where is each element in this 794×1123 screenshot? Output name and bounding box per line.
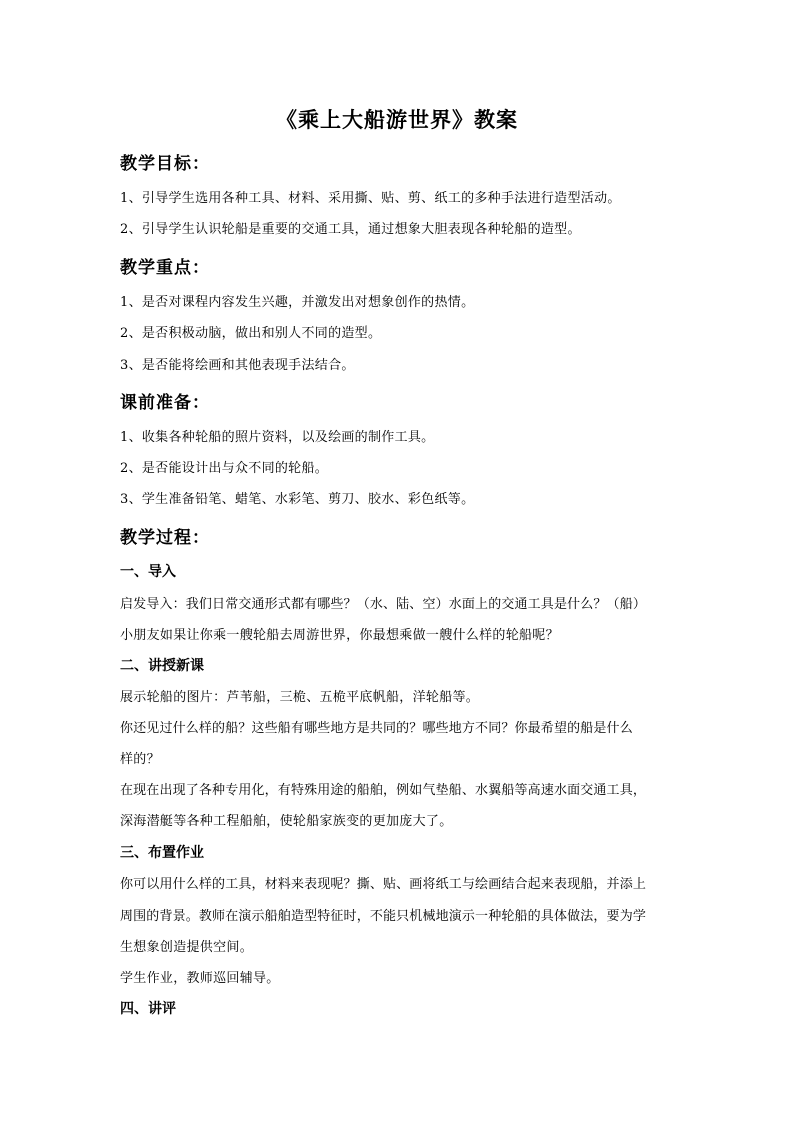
- key-points-item: 1、是否对课程内容发生兴趣，并激发出对想象创作的热情。: [120, 295, 475, 310]
- key-points-heading: 教学重点：: [120, 258, 210, 278]
- process-line: 启发导入：我们日常交通形式都有哪些？（水、陆、空）水面上的交通工具是什么？（船）: [120, 597, 647, 612]
- process-part-heading: 三、布置作业: [120, 845, 204, 861]
- document-title: 《乘上大船游世界》教案: [276, 107, 518, 132]
- process-part-heading: 二、讲授新课: [120, 658, 204, 674]
- key-points-item: 2、是否积极动脑，做出和别人不同的造型。: [120, 326, 382, 341]
- process-line: 深海潜艇等各种工程船舶，使轮船家族变的更加庞大了。: [120, 814, 453, 829]
- objectives-item: 1、引导学生选用各种工具、材料、采用撕、贴、剪、纸工的多种手法进行造型活动。: [120, 191, 621, 206]
- key-points-item: 3、是否能将绘画和其他表现手法结合。: [120, 358, 355, 373]
- process-line: 展示轮船的图片：芦苇船，三桅、五桅平底帆船，洋轮船等。: [120, 690, 480, 705]
- process-line: 你还见过什么样的船？这些船有哪些地方是共同的？哪些地方不同？你最希望的船是什么: [120, 721, 633, 736]
- objectives-heading: 教学目标：: [120, 154, 210, 174]
- process-part-heading: 一、导入: [120, 564, 176, 580]
- process-line: 生想象创造提供空间。: [120, 940, 254, 955]
- preparation-item: 2、是否能设计出与众不同的轮船。: [120, 461, 329, 476]
- process-line: 样的？: [120, 752, 160, 767]
- process-part-heading: 四、讲评: [120, 1001, 176, 1017]
- process-line: 在现在出现了各种专用化，有特殊用途的船舶，例如气垫船、水翼船等高速水面交通工具，: [120, 783, 647, 798]
- process-line: 小朋友如果让你乘一艘轮船去周游世界，你最想乘做一艘什么样的轮船呢？: [120, 628, 559, 643]
- process-line: 学生作业，教师巡回辅导。: [120, 971, 280, 986]
- preparation-heading: 课前准备：: [120, 393, 210, 413]
- objectives-item: 2、引导学生认识轮船是重要的交通工具，通过想象大胆表现各种轮船的造型。: [120, 222, 581, 237]
- process-line: 你可以用什么样的工具，材料来表现呢？撕、贴、画将纸工与绘画结合起来表现船，并添上: [120, 877, 647, 892]
- preparation-item: 1、收集各种轮船的照片资料，以及绘画的制作工具。: [120, 430, 435, 445]
- process-line: 周围的背景。教师在演示船舶造型特征时，不能只机械地演示一种轮船的具体做法，要为学: [120, 909, 647, 924]
- preparation-item: 3、学生准备铅笔、蜡笔、水彩笔、剪刀、胶水、彩色纸等。: [120, 492, 475, 507]
- process-heading: 教学过程：: [120, 528, 210, 548]
